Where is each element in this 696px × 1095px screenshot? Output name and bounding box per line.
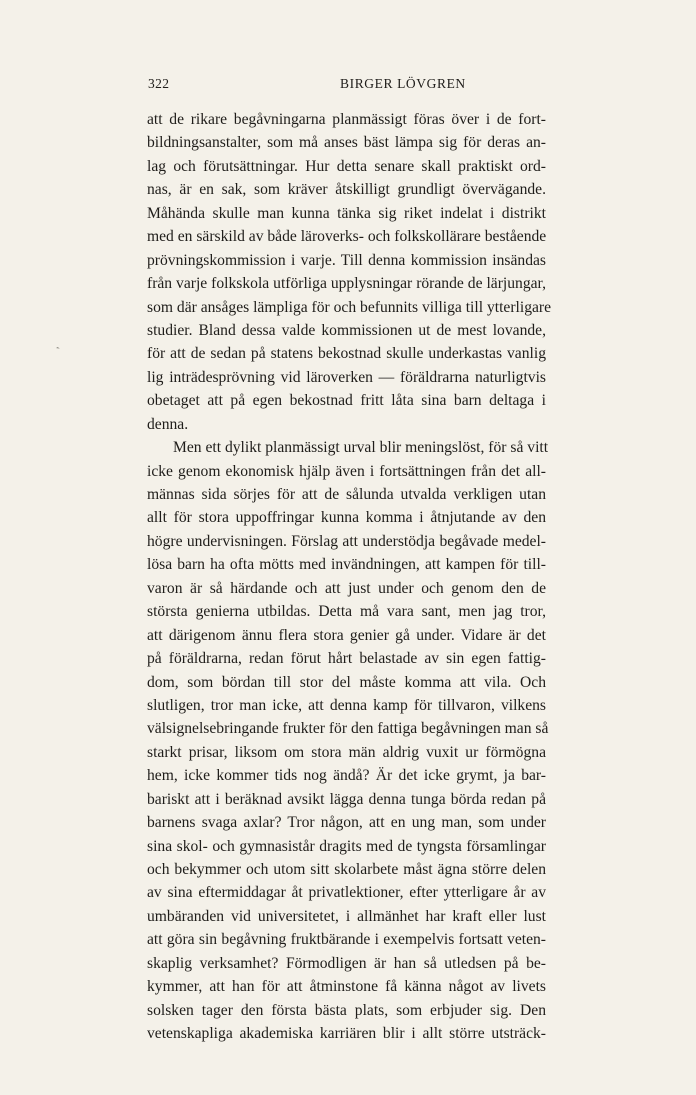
body-text — [147, 108, 552, 1046]
text-line: varon är så härdande och att just under och genom den de — [147, 579, 546, 597]
text-line: att de rikare begåvningarna planmässigt föras över i de fort- — [147, 111, 546, 128]
text-line: vetenskapliga akademiska karriären blir i allt större utsträck- — [147, 1025, 546, 1043]
text-line: att därigenom ännu flera stora genier gå under. Vidare är det — [147, 626, 546, 644]
text-line: prövningskommission i varje. Till denna kommission insändas — [147, 251, 546, 269]
text-line: på föräldrarna, redan förut hårt belastade av sin egen fattig- — [147, 650, 546, 668]
text-line: och bekymmer och utom sitt skolarbete måst ägna större delen — [147, 861, 546, 878]
text-line: sina skol- och gymnasistår dragits med de tyngsta församlingar — [147, 837, 546, 855]
text-line: allt för stora uppoffringar kunna komma i åtnjutande av den — [147, 509, 546, 527]
text-line: icke genom ekonomisk hjälp även i fortsättningen från det all- — [147, 462, 546, 480]
text-line: obetaget att på egen bekostnad fritt låta sina barn deltaga i — [147, 392, 546, 410]
margin-pencil-mark: ˏ — [49, 334, 61, 351]
text-line: dom, som bördan till stor del måste komma att vila. Och — [147, 673, 546, 691]
text-line: slutligen, tror man icke, att denna kamp för tillvaron, vilkens — [147, 696, 546, 714]
text-line: denna. — [147, 415, 189, 433]
text-line: lig inträdesprövning vid läroverken — föräldrarna naturligtvis — [147, 368, 546, 386]
text-line: lag och förutsättningar. Hur detta senare skall praktiskt ord- — [147, 157, 546, 175]
page-header — [148, 76, 548, 98]
page-number: 322 — [148, 76, 170, 91]
text-line: bildningsanstalter, som må anses bäst lämpa sig för deras an- — [147, 134, 546, 152]
text-line: för att de sedan på statens bekostnad skulle underkastas vanlig — [147, 345, 546, 363]
text-line: männas sida sörjes för att de sålunda utvalda verkligen utan — [147, 486, 546, 503]
text-line: högre undervisningen. Förslag att understödja begåvade medel- — [147, 532, 546, 550]
text-line: Men ett dylikt planmässigt urval blir meningslöst, för så vitt — [173, 439, 549, 457]
text-line: umbäranden vid universitetet, i allmänhet har kraft eller lust — [147, 907, 546, 925]
text-line: barnens svaga axlar? Tror någon, att en ung man, som under — [147, 814, 546, 832]
text-line: nas, är en sak, som kräver åtskilligt grundligt övervägande. — [147, 181, 546, 199]
text-line: Måhända skulle man kunna tänka sig riket indelat i distrikt — [147, 204, 546, 222]
text-line: hem, icke kommer tids nog ändå? Är det icke grymt, ja bar- — [147, 767, 546, 785]
text-line: lösa barn ha ofta mötts med invändningen, att kampen för till- — [147, 556, 546, 574]
text-line: med en särskild av både läroverks- och folkskollärare bestående — [147, 228, 547, 246]
text-line: som där ansåges lämpliga för och befunnits villiga till ytterligare — [147, 298, 552, 316]
text-line: att göra sin begåvning fruktbärande i exempelvis fortsatt veten- — [147, 931, 546, 949]
text-line: kymmer, att han för att åtminstone få känna något av livets — [147, 978, 546, 996]
text-line: solsken tager den första bästa plats, som erbjuder sig. Den — [147, 1001, 546, 1019]
text-line: från varje folkskola utförliga upplysningar rörande de lärjungar, — [147, 275, 546, 293]
text-line: skaplig verksamhet? Förmodligen är han så utledsen på be- — [147, 954, 546, 972]
text-line: välsignelsebringande frukter för den fattiga begåvningen man så — [147, 720, 549, 738]
text-line: största genierna utbildas. Detta må vara sant, men jag tror, — [147, 603, 546, 621]
text-line: bariskt att i beräknad avsikt lägga denna tunga börda redan på — [147, 790, 546, 808]
text-line: av sina eftermiddagar åt privatlektioner, efter ytterligare år av — [147, 884, 546, 902]
running-title: BIRGER LÖVGREN — [340, 76, 466, 91]
text-line: studier. Bland dessa valde kommissionen ut de mest lovande, — [147, 321, 546, 339]
text-line: starkt prisar, liksom om stora män aldrig vuxit ur förmögna — [147, 743, 546, 761]
